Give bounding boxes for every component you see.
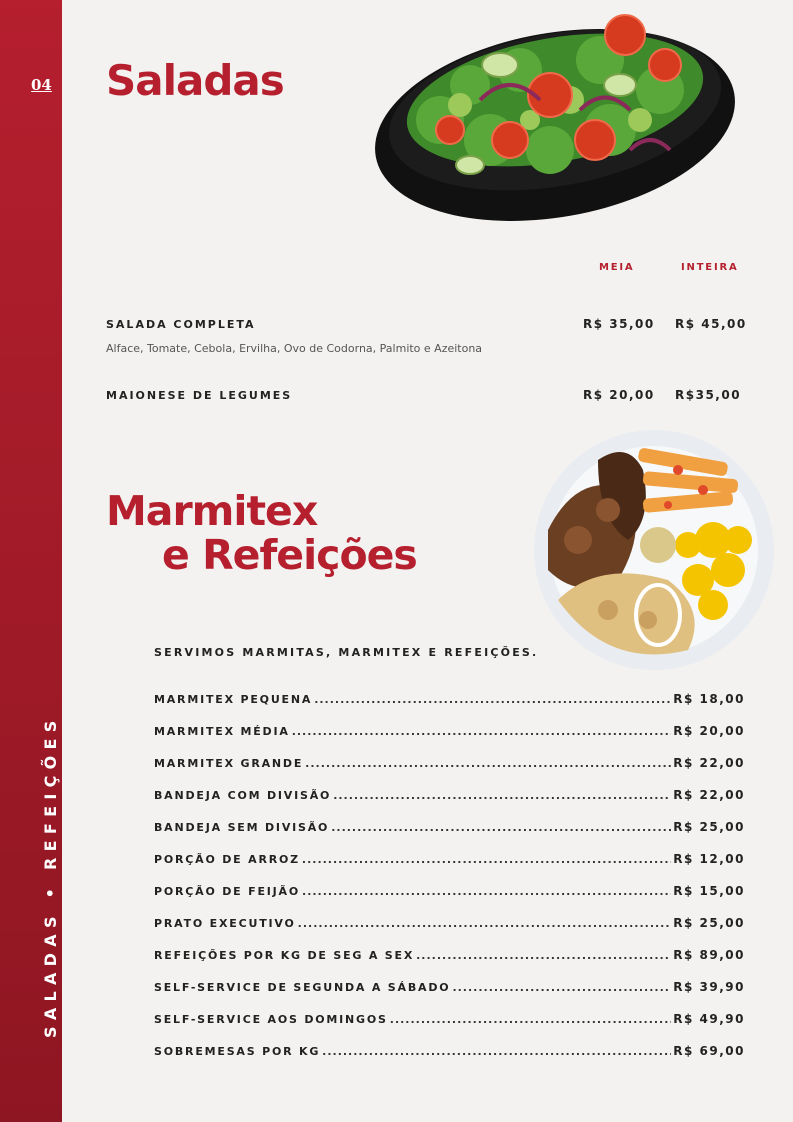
menu-item-name: PRATO EXECUTIVO (154, 917, 296, 930)
menu-item-price: R$ 89,00 (673, 948, 745, 962)
menu-row (154, 980, 745, 1012)
menu-row (154, 820, 745, 852)
menu-item-name: PORÇÃO DE FEIJÃO (154, 885, 301, 898)
menu-row (154, 948, 745, 980)
menu-row (154, 724, 745, 756)
marmitex-title-line1: Marmitex (106, 487, 318, 535)
menu-item-price: R$ 25,00 (673, 916, 745, 930)
menu-item-price: R$ 49,90 (673, 1012, 745, 1026)
sidebar-band (0, 0, 62, 1122)
menu-item-name: SELF-SERVICE DE SEGUNDA A SÁBADO (154, 981, 451, 994)
marmitex-menu-list (154, 692, 745, 1076)
salad-item-price-full: R$35,00 (675, 388, 742, 402)
menu-row (154, 1044, 745, 1076)
menu-row (154, 692, 745, 724)
salad-item-description: Alface, Tomate, Cebola, Ervilha, Ovo de Codorna, Palmito e Azeitona (106, 342, 483, 355)
menu-item-name: MARMITEX MÉDIA (154, 725, 290, 738)
dot-leader (302, 853, 671, 866)
menu-item-price: R$ 22,00 (673, 788, 745, 802)
menu-item-name: MARMITEX PEQUENA (154, 693, 313, 706)
dot-leader (314, 693, 671, 706)
menu-item-price: R$ 15,00 (673, 884, 745, 898)
menu-item-price: R$ 39,90 (673, 980, 745, 994)
dot-leader (302, 885, 671, 898)
dot-leader (331, 821, 671, 834)
menu-row (154, 884, 745, 916)
menu-item-price: R$ 20,00 (673, 724, 745, 738)
menu-item-name: MARMITEX GRANDE (154, 757, 304, 770)
menu-item-name: SOBREMESAS POR KG (154, 1045, 321, 1058)
menu-item-price: R$ 12,00 (673, 852, 745, 866)
saladas-title: Saladas (106, 56, 284, 105)
column-header-inteira: INTEIRA (681, 262, 739, 273)
dot-leader (390, 1013, 672, 1026)
salad-item-price-half: R$ 20,00 (583, 388, 655, 402)
column-header-meia: MEIA (599, 262, 635, 273)
menu-row (154, 1012, 745, 1044)
marmitex-title-line2: e Refeições (162, 531, 417, 579)
salad-item-name: MAIONESE DE LEGUMES (106, 389, 293, 402)
salad-item-price-half: R$ 35,00 (583, 317, 655, 331)
sidebar-section-label: SALADAS • REFEIÇÕES (41, 714, 60, 1038)
menu-row (154, 916, 745, 948)
menu-item-name: REFEIÇÕES POR KG DE SEG A SEX (154, 949, 415, 962)
menu-row (154, 788, 745, 820)
menu-item-name: BANDEJA SEM DIVISÃO (154, 821, 330, 834)
menu-item-price: R$ 22,00 (673, 756, 745, 770)
dot-leader (322, 1045, 671, 1058)
dot-leader (292, 725, 672, 738)
dot-leader (333, 789, 671, 802)
menu-item-price: R$ 69,00 (673, 1044, 745, 1058)
dot-leader (305, 757, 671, 770)
marmitex-intro: SERVIMOS MARMITAS, MARMITEX E REFEIÇÕES. (154, 646, 539, 659)
dot-leader (452, 981, 671, 994)
menu-item-price: R$ 25,00 (673, 820, 745, 834)
page-number: 04 (31, 76, 52, 94)
menu-item-price: R$ 18,00 (673, 692, 745, 706)
salad-item-name: SALADA COMPLETA (106, 318, 256, 331)
dot-leader (416, 949, 671, 962)
menu-item-name: BANDEJA COM DIVISÃO (154, 789, 332, 802)
salad-bowl-image (350, 0, 740, 225)
menu-item-name: SELF-SERVICE AOS DOMINGOS (154, 1013, 388, 1026)
menu-row (154, 756, 745, 788)
meal-plate-image (528, 430, 778, 675)
menu-row (154, 852, 745, 884)
salad-item-price-full: R$ 45,00 (675, 317, 747, 331)
dot-leader (298, 917, 672, 930)
menu-item-name: PORÇÃO DE ARROZ (154, 853, 300, 866)
